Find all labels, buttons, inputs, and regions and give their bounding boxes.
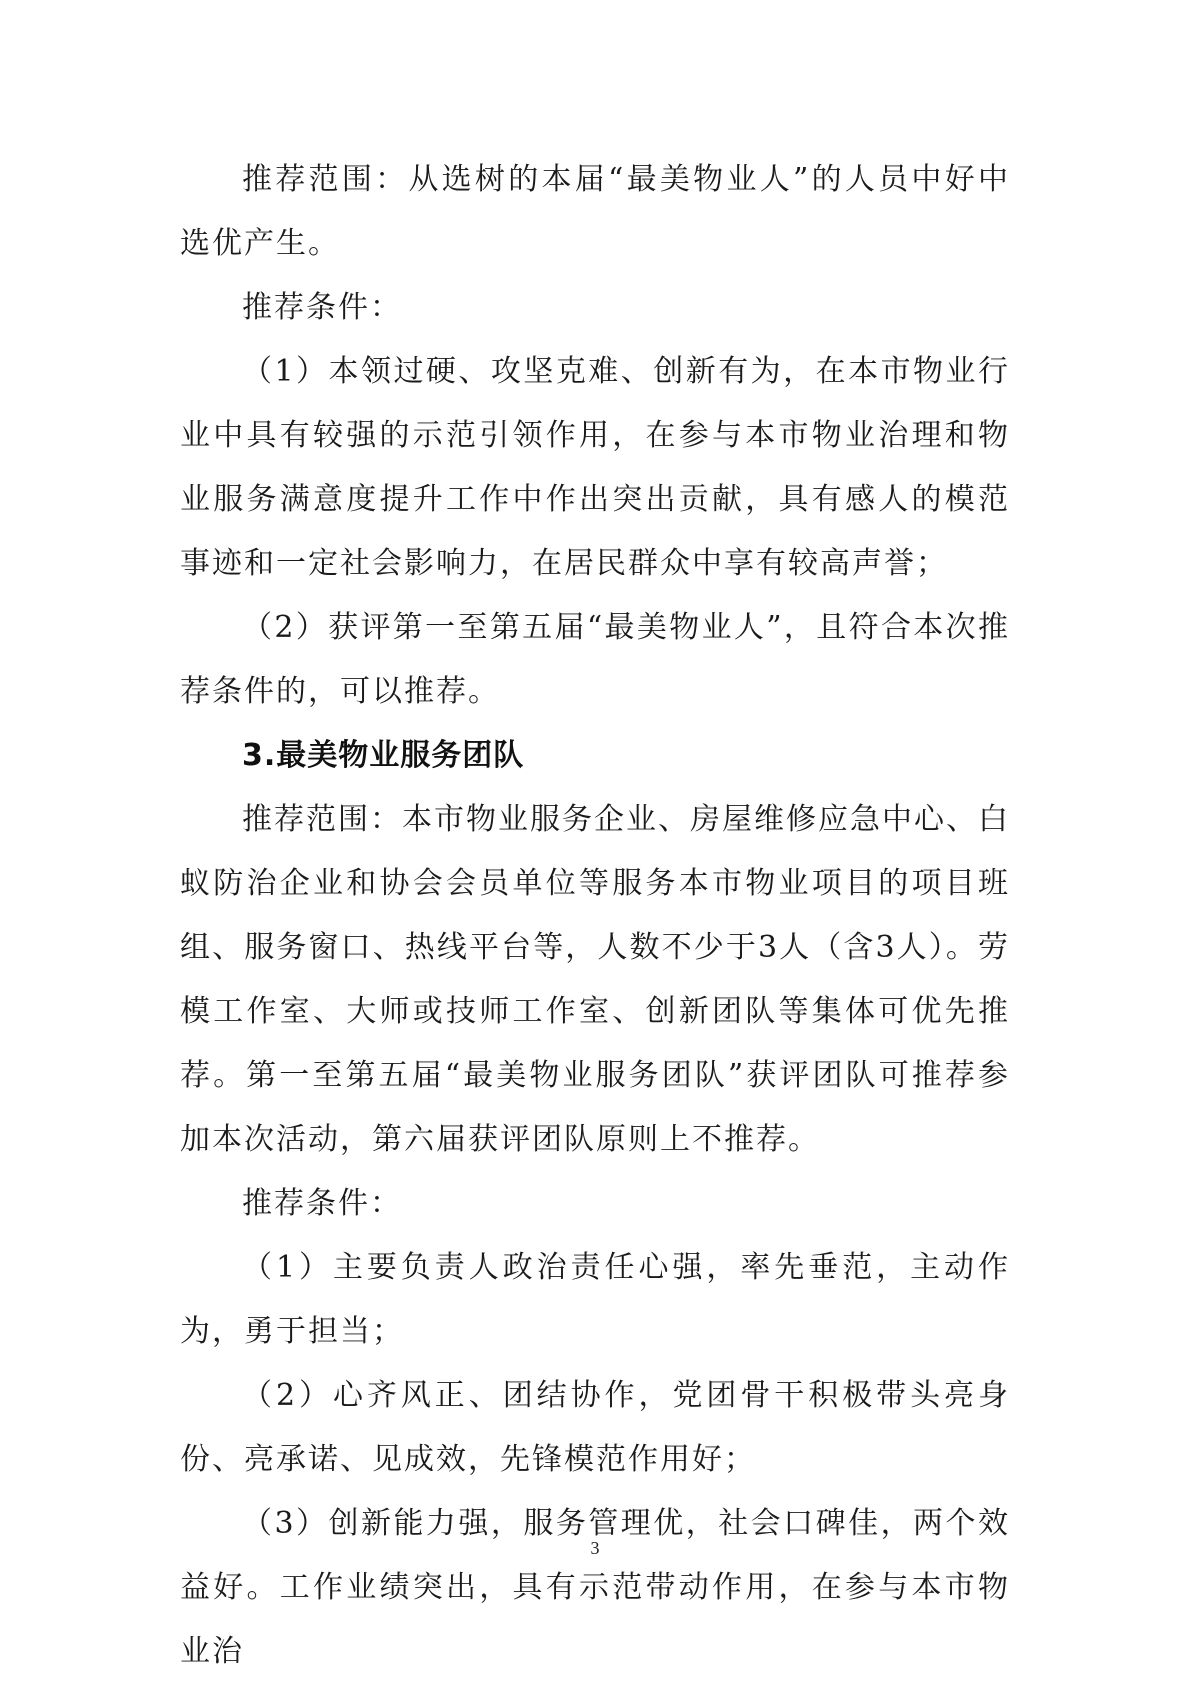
paragraph-scope-1: 推荐范围：从选树的本届“最美物业人”的人员中好中选优产生。	[180, 162, 1010, 261]
paragraph-condition-2-3: （3）创新能力强，服务管理优，社会口碑佳，两个效益好。工作业绩突出，具有示范带动作用，在参与本市物业治	[180, 1506, 1010, 1669]
paragraph-scope-2: 推荐范围：本市物业服务企业、房屋维修应急中心、白蚁防治企业和协会会员单位等服务本市物业项目的项目班组、服务窗口、热线平台等，人数不少于3人（含3人）。劳模工作室、大师或技师工作室、创新团队等集体可优先推荐。第一至第五届“最美物业服务团队”获评团队可推荐参加本次活动，第六届获评团队原则上不推荐。	[180, 802, 1010, 1157]
page-number: 3	[590, 1538, 600, 1558]
paragraph-conditions-label-1: 推荐条件：	[242, 290, 402, 325]
paragraph-condition-2-2: （2）心齐风正、团结协作，党团骨干积极带头亮身份、亮承诺、见成效，先锋模范作用好；	[180, 1378, 1010, 1477]
section-heading-team: 3.最美物业服务团队	[242, 738, 525, 773]
paragraph-condition-2-1: （1）主要负责人政治责任心强，率先垂范，主动作为，勇于担当；	[180, 1250, 1010, 1349]
paragraph-conditions-label-2: 推荐条件：	[242, 1186, 402, 1221]
document-body	[180, 148, 1010, 1684]
paragraph-condition-1-2: （2）获评第一至第五届“最美物业人”，且符合本次推荐条件的，可以推荐。	[180, 610, 1010, 709]
paragraph-condition-1-1: （1）本领过硬、攻坚克难、创新有为，在本市物业行业中具有较强的示范引领作用，在参与本市物业治理和物业服务满意度提升工作中作出突出贡献，具有感人的模范事迹和一定社会影响力，在居民群众中享有较高声誉；	[180, 354, 1010, 581]
